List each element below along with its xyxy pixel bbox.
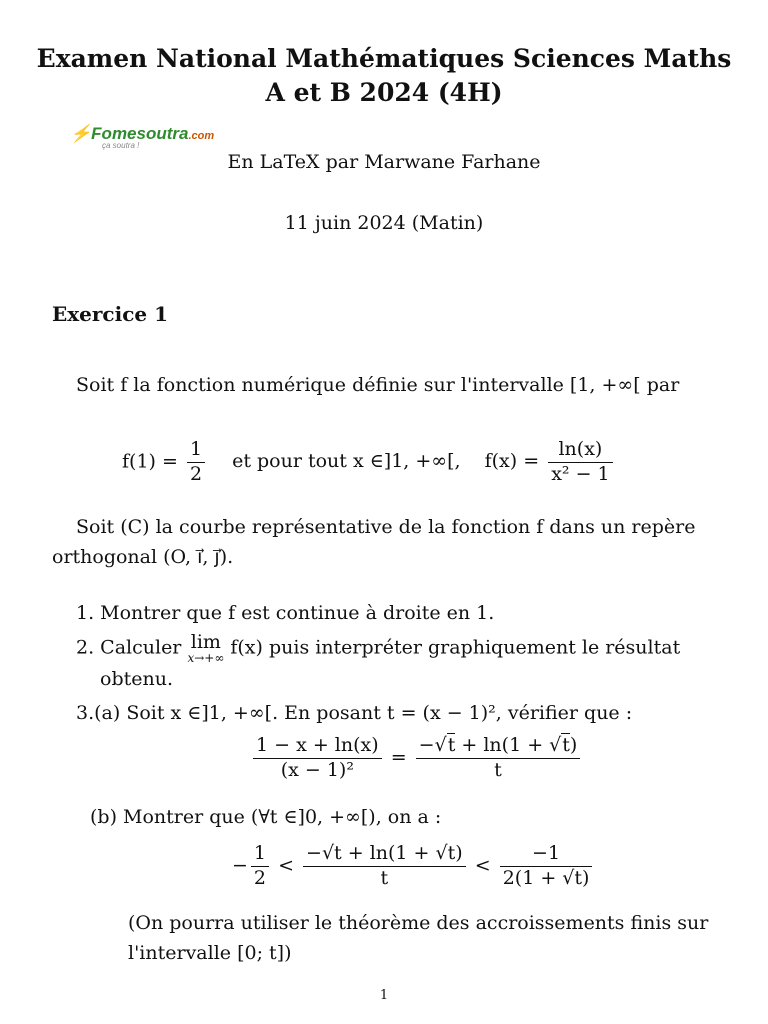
fraction-3b-mid xyxy=(303,842,466,891)
q3b-right-den: 2(1 + √t) xyxy=(502,866,590,889)
logo-name: Fomesoutra xyxy=(91,124,189,143)
q2-start: 2. Calculer xyxy=(76,636,182,659)
question-3a: 3.(a) Soit x ∈]1, +∞[. En posant t = (x − 1)², vérifier que : xyxy=(76,702,633,724)
question-3b: (b) Montrer que (∀t ∈]0, +∞[), on a : xyxy=(90,806,442,828)
q3a-eq: = xyxy=(390,746,407,769)
document-title-line1: Examen National Mathématiques Sciences Maths xyxy=(36,44,732,73)
author-suffix: par Marwane Farhane xyxy=(319,151,541,173)
logo-tagline: ça soutra ! xyxy=(102,141,140,150)
q3b-right-num: −1 xyxy=(500,842,593,867)
exercise-heading: Exercice 1 xyxy=(52,302,168,326)
def-fx-left: f(x) = xyxy=(484,450,540,473)
fraction-3a-rhs xyxy=(416,734,581,783)
q2-lim: lim xyxy=(190,631,221,653)
curve-line2: orthogonal (O, i⃗, j⃗). xyxy=(52,546,234,568)
q3b-mid-den: t xyxy=(380,866,389,889)
author-prefix: En xyxy=(227,151,260,173)
fraction-ln-x xyxy=(548,438,612,487)
limit-expression xyxy=(187,633,224,664)
fraction-3b-left xyxy=(251,842,269,891)
logo-domain: .com xyxy=(188,130,215,142)
question-1: 1. Montrer que f est continue à droite en 1. xyxy=(76,602,495,624)
q3a-rhs-num xyxy=(416,734,581,759)
hint-line1: (On pourra utiliser le théorème des accroissements finis sur xyxy=(128,912,709,934)
q3b-left-den: 2 xyxy=(253,866,267,889)
fraction-3b-right xyxy=(500,842,593,891)
hint-line2: l'intervalle [0; t]) xyxy=(128,942,292,964)
exercise-intro: Soit f la fonction numérique définie sur l'intervalle [1, +∞[ par xyxy=(76,374,680,396)
q3b-lt-1: < xyxy=(278,854,294,877)
def-f1-num: 1 xyxy=(187,438,205,463)
q3a-rhs-den: t xyxy=(494,758,502,781)
q3a-rhs-num-a: −√ xyxy=(418,734,447,756)
site-logo xyxy=(70,124,214,150)
q2-rest: f(x) puis interpréter graphiquement le résultat xyxy=(230,636,681,659)
q3a-lhs-num: 1 − x + ln(x) xyxy=(253,734,382,759)
def-f1-den: 2 xyxy=(189,462,203,485)
equation-3a xyxy=(250,734,583,783)
q3a-lhs-den: (x − 1)² xyxy=(280,758,354,781)
q3a-rhs-num-t2: t xyxy=(562,734,570,756)
def-fx-den: x² − 1 xyxy=(551,462,610,485)
def-fx-num: ln(x) xyxy=(548,438,612,463)
inequality-3b xyxy=(232,842,595,891)
page-number: 1 xyxy=(379,988,389,1003)
q3a-rhs-num-b: + ln(1 + √ xyxy=(455,734,562,756)
question-2 xyxy=(76,633,680,664)
exam-date: 11 juin 2024 (Matin) xyxy=(284,212,484,234)
q3a-rhs-num-c: ) xyxy=(569,734,578,756)
latex-word: LaTeX xyxy=(259,151,320,173)
fraction-3a-lhs xyxy=(253,734,382,783)
question-2-line2: obtenu. xyxy=(100,668,173,690)
def-f1-left: f(1) = xyxy=(122,450,178,473)
q3b-lt-2: < xyxy=(474,854,491,877)
curve-line1: Soit (C) la courbe représentative de la fonction f dans un repère xyxy=(76,516,696,538)
function-definition xyxy=(122,438,616,487)
document-title-line2: A et B 2024 (4H) xyxy=(265,78,503,107)
q3b-left-num: 1 xyxy=(251,842,269,867)
q3a-rhs-num-t: t xyxy=(447,734,456,756)
fraction-one-half xyxy=(187,438,205,487)
author-line xyxy=(0,151,768,173)
logo-spark-icon: ⚡ xyxy=(70,124,92,143)
q3b-minus: − xyxy=(232,854,248,877)
def-middle: et pour tout x ∈]1, +∞[, xyxy=(232,450,461,473)
q2-lim-sub: x→+∞ xyxy=(187,651,225,665)
q3b-mid-num: −√t + ln(1 + √t) xyxy=(303,842,466,867)
